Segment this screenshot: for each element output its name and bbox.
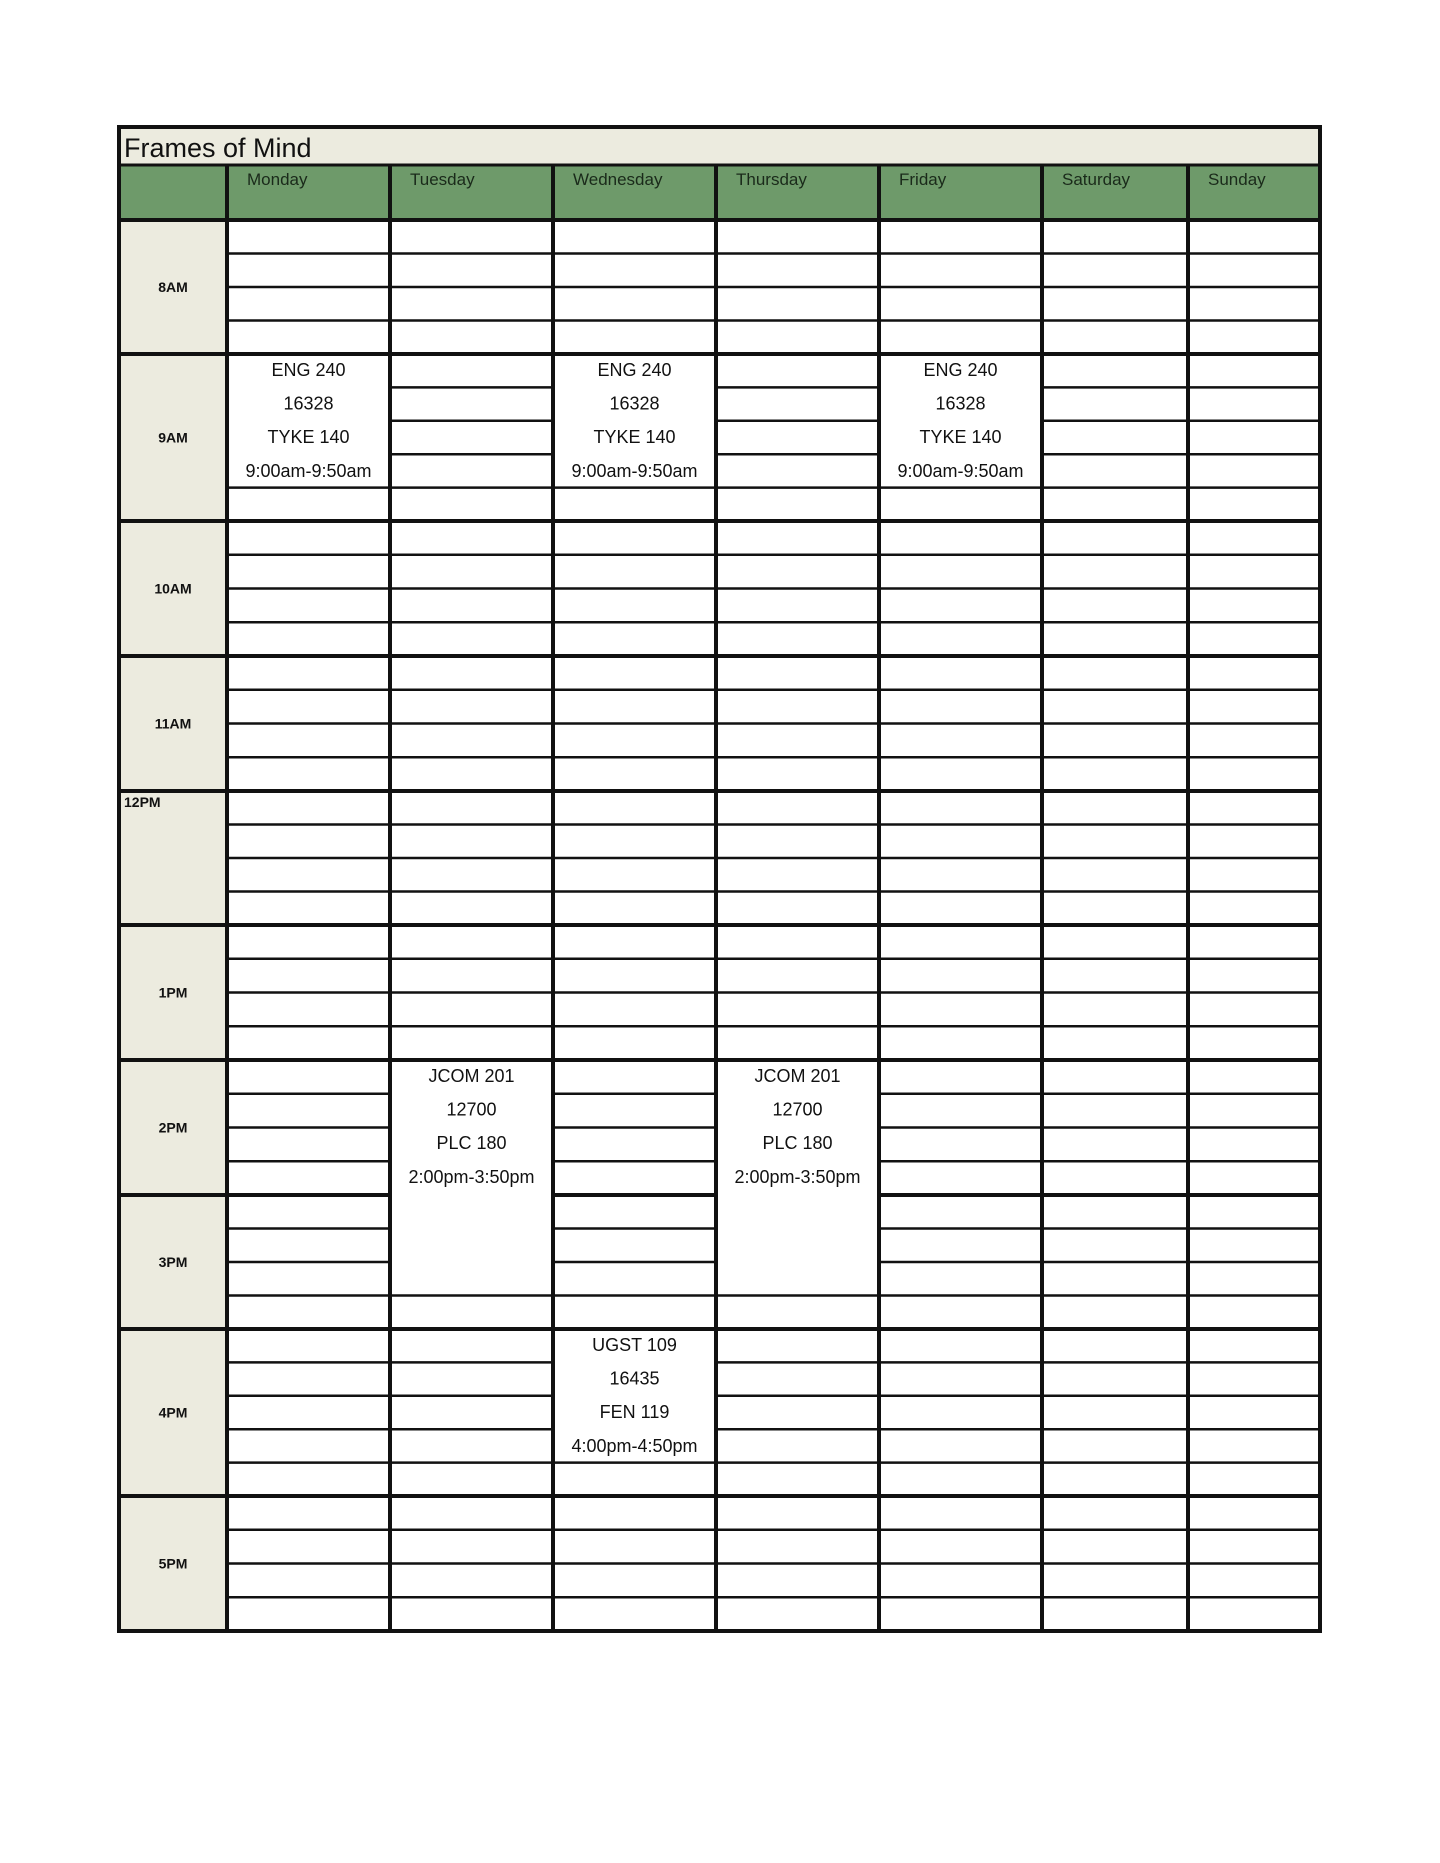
grid-lines (119, 127, 1320, 1631)
day-header-friday: Friday (899, 170, 947, 189)
class-crn: 12700 (446, 1099, 497, 1120)
hour-label-1pm: 1PM (158, 984, 188, 1001)
hour-label-2pm: 2PM (158, 1119, 188, 1136)
class-course: JCOM 201 (754, 1066, 841, 1086)
class-room: TYKE 140 (267, 427, 350, 448)
hour-label-10am: 10AM (154, 580, 192, 597)
page-title: Frames of Mind (124, 133, 312, 163)
day-header-wednesday: Wednesday (573, 170, 663, 189)
class-course: UGST 109 (592, 1335, 677, 1355)
class-crn: 16328 (935, 393, 986, 414)
class-room: PLC 180 (762, 1133, 833, 1154)
class-room: TYKE 140 (593, 427, 676, 448)
class-texts (245, 360, 1023, 1456)
hour-label-11am: 11AM (154, 715, 192, 732)
day-header-monday: Monday (247, 170, 308, 189)
class-course: JCOM 201 (428, 1066, 515, 1086)
class-room: FEN 119 (599, 1402, 670, 1423)
class-time: 4:00pm-4:50pm (571, 1435, 698, 1456)
class-time: 2:00pm-3:50pm (408, 1166, 535, 1187)
hour-label-9am: 9AM (158, 429, 188, 446)
hour-label-12pm: 12PM (124, 794, 161, 810)
class-time: 9:00am-9:50am (897, 460, 1024, 481)
hour-label-8am: 8AM (158, 279, 188, 295)
hour-label-3pm: 3PM (158, 1254, 188, 1270)
class-crn: 16328 (283, 393, 334, 414)
day-header-tuesday: Tuesday (410, 170, 475, 189)
class-crn: 16435 (609, 1368, 660, 1389)
class-room: PLC 180 (436, 1133, 507, 1154)
day-header-sunday: Sunday (1208, 170, 1266, 189)
day-header-thursday: Thursday (736, 170, 807, 189)
class-crn: 16328 (609, 393, 660, 414)
class-room: TYKE 140 (919, 427, 1002, 448)
hour-label-4pm: 4PM (158, 1404, 188, 1421)
class-time: 9:00am-9:50am (571, 460, 698, 481)
class-crn: 12700 (772, 1099, 823, 1120)
class-course: ENG 240 (923, 360, 998, 380)
class-course: ENG 240 (271, 360, 346, 380)
class-time: 9:00am-9:50am (245, 460, 372, 481)
hour-label-5pm: 5PM (158, 1555, 188, 1572)
class-course: ENG 240 (597, 360, 672, 380)
class-time: 2:00pm-3:50pm (734, 1166, 861, 1187)
day-header-saturday: Saturday (1062, 170, 1131, 189)
